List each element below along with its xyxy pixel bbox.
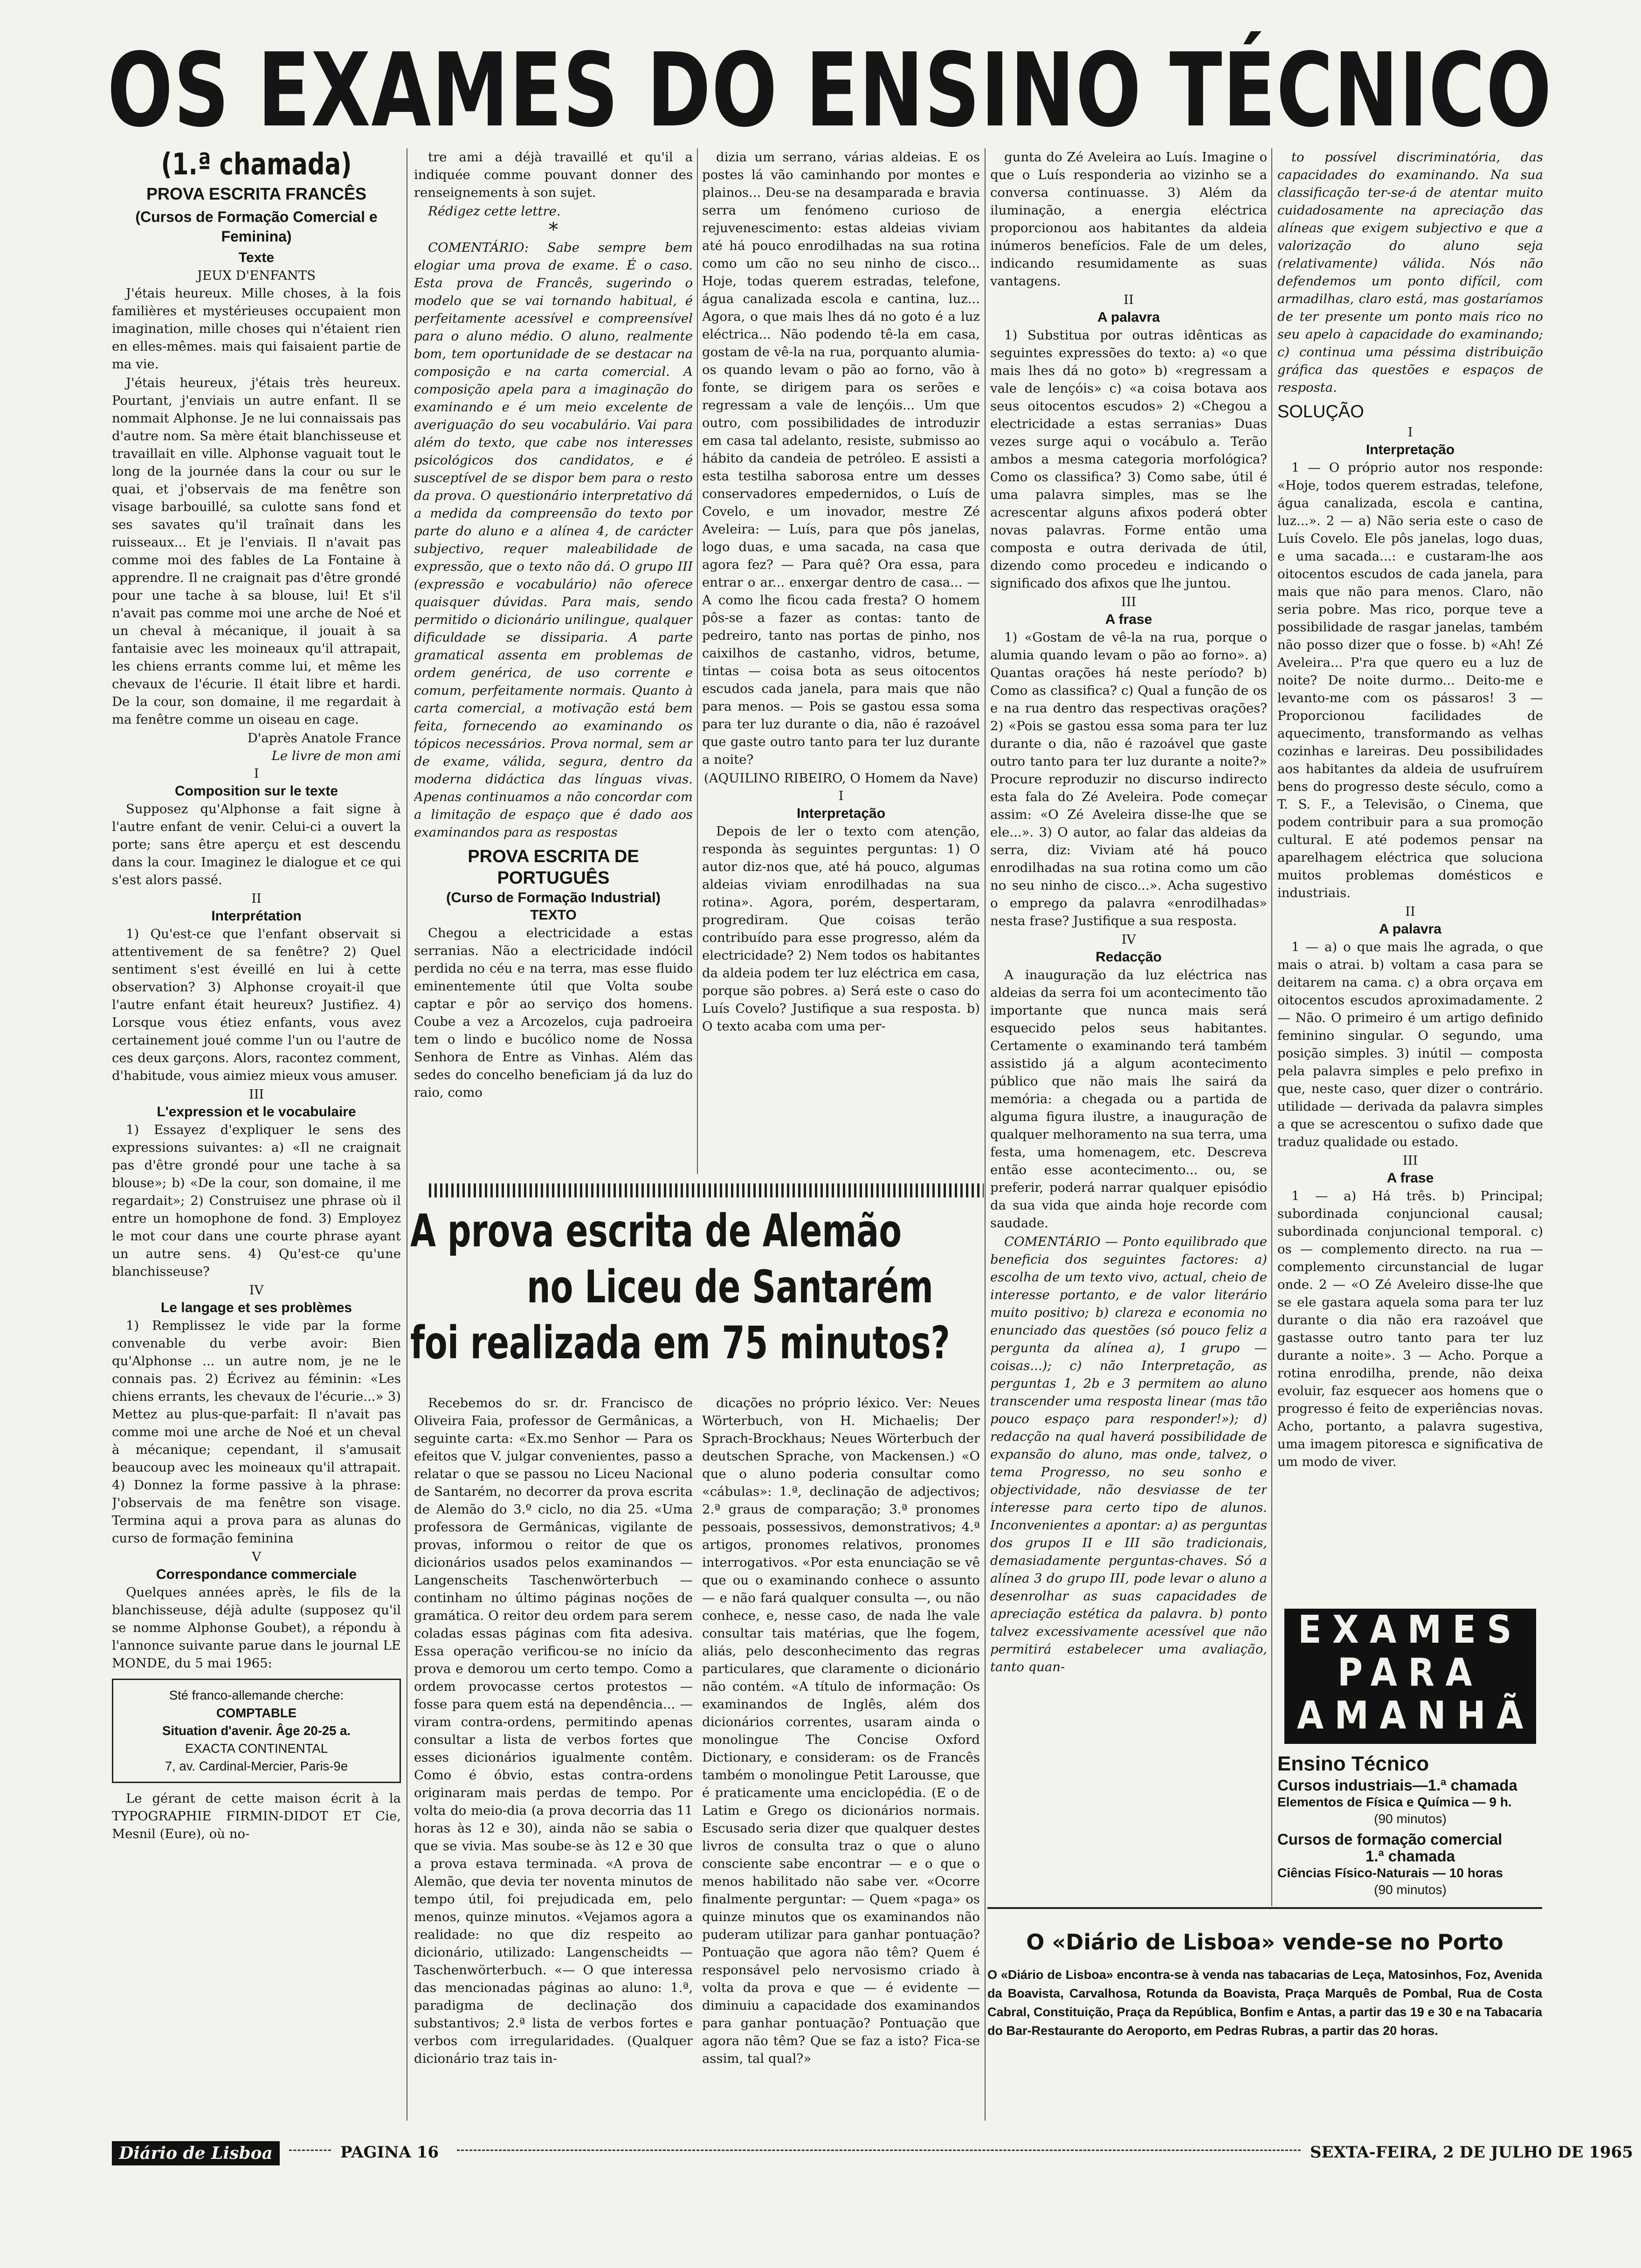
section-heading: A frase	[1386, 1170, 1434, 1186]
attribution-book: Le livre de mon ami	[271, 748, 401, 763]
column-solution	[1277, 148, 1543, 1598]
paragraph: 1) «Gostam de vê-la na rua, porque o alumia quando levam o pão ao forno». a) Quantas orações há neste período? b) Como as classifica? c) Qual a função de os e na rua dentro das respectivas orações? 2) «Pois se gastou essa soma para ter luz durante o dia, não é razoável que gaste outro tanto para ter luz durante a noite?» Procure reproduzir no discurso indirecto esta fala do Zé Aveleira. Pode começar assim: «O Zé Aveleira disse-lhe que se ele...». 3) O autor, ao falar das aldeias da serra, diz: Viviam até há pouco enrodilhadas na sua rotina como um cão no seu ninho de cisco...». Acha sugestivo o emprego da palavra «enrodilhadas» nesta frase? Justifique a sua resposta.	[990, 630, 1267, 928]
paragraph: 1) Essayez d'expliquer le sens des expressions suivantes: a) «Il ne craignait pas d'être grondé pour une tache à sa blouse»; b) «De la cour, son domaine, il me regardait»; 2) Construisez une phrase où il entre un homophone de fond. 3) Employez le mot cour dans une courte phrase ayant un autre sens. 4) Qu'est-ce qu'une blanchisseuse?	[112, 1122, 401, 1279]
texte-title: JEUX D'ENFANTS	[197, 268, 316, 283]
box-line: PARA	[1338, 1651, 1483, 1695]
cursos-subtitle: (Cursos de Formação Comercial e Feminina)	[135, 208, 378, 245]
ad-line: COMPTABLE	[216, 1706, 297, 1720]
schedule-line: 1.ª chamada	[1365, 1847, 1455, 1865]
comment-paragraph: to possível discriminatória, das capacidades do examinando. Na sua classificação ter-se-á de atentar muito cuidadosamente na apreciação das alíneas que exigem subjectivo e que a valorização do aluno seja (relativamente) válida. Nós não defendemos um ponto difícil, com armadilhas, claro está, mas gostaríamos de ter presente um ponto mais rico no seu apelo à capacidade do examinando; c) continua uma péssima distribuição gráfica das questões e espaços de resposta.	[1277, 150, 1543, 395]
paragraph: Depois de ler o texto com atenção, responda às seguintes perguntas: 1) O autor diz-nos que, até há pouco, algumas aldeias viviam enrodilhadas na sua rotina». Agora, porém, despertaram, progrediram. Que coisas terão contribuído para esse progresso, além da electricidade? 2) Nem todos os habitantes da aldeia podem ter luz eléctrica em casa, porque são pobres. a) Será este o caso do Luís Covelo? Justifique a sua resposta. b) O texto acaba com uma per-	[702, 824, 980, 1034]
ad-line: Situation d'avenir. Âge 20-25 a.	[162, 1723, 351, 1738]
section-number: IV	[249, 1283, 264, 1298]
section-heading: A palavra	[1097, 310, 1160, 325]
column-portuguese-text	[702, 148, 980, 1174]
section-number: III	[1121, 595, 1137, 609]
comment-paragraph: COMENTÁRIO: Sabe sempre bem elogiar uma prova de exame. É o caso. Esta prova de Francês, sugerindo o modelo que se vai tornando habitual, é perfeitamente acessível e compreensível para o aluno médio. O aluno, realmente bom, tem oportunidade de se destacar na composição e na carta comercial. A composição apela para a imaginação do examinando e é um meio excelente de averiguação do seu vocabulário. Vai para além do texto, que cabe nos interesses psicológicos dos candidatos, e é susceptível de se dispor bem para o resto da prova. O questionário interpretativo dá a medida da compreensão do texto por parte do aluno e a alínea 4, de carácter subjectivo, requer maleabilidade de expressão, que o texto não dá. O grupo III (expressão e vocabulário) não oferece quaisquer dúvidas. Para mais, sendo permitido o dicionário unilingue, qualquer dificuldade se dissiparia. A parte gramatical assenta em problemas de ordem genérica, de uso corrente e comum, perfeitamente normais. Quanto à carta comercial, a motivação está bem feita, fornecendo ao examinando os tópicos necessários. Prova normal, sem ar de exame, válida, segura, dentro da moderna didáctica das línguas vivas. Apenas continuamos a não concordar com a limitação de espaço que é dado aos examinandos para as respostas	[414, 240, 693, 840]
ad-line: EXACTA CONTINENTAL	[185, 1741, 328, 1756]
prova-title: PROVA ESCRITA DE PORTUGUÊS	[468, 847, 639, 888]
article-column	[702, 1394, 980, 2122]
paragraph: Supposez qu'Alphonse a fait signe à l'autre enfant de venir. Celui-ci a ouvert la porte; sans être aperçu et est descendu dans la cour. Imaginez le dialogue et ce qui s'est alors passé.	[112, 802, 401, 887]
paragraph: dizia um serrano, várias aldeias. E os postes lá vão caminhando por montes e plainos... Deu-se na desamparada e bravia serra um fenómeno curioso de rejuvenescimento: estas aldeias viviam até há pouco enrodilhadas na sua rotina como um cão no seu ninho de cisco... Hoje, todas querem estradas, telefone, água canalizada escola e cantina, luz... Agora, o que mais lhes dá no goto é a luz eléctrica... Não podendo tê-la em casa, gostam de vê-la na rua, porquanto alumia-os quando levam o pão ao forno, vão à fonte, se dirigem para os serões e regressam a vale de lençóis... Um que outro, com possibilidades de introduzir em casa tal adelanto, resiste, submisso ao hábito da candeia de petróleo. E assisti a esta testilha saborosa entre um desses conservadores empedernidos, o Luís de Covelo, e um inovador, mestre Zé Aveleira: — Luís, para que pôs janelas, logo duas, e uma sacada, na casa que agora fez? — Para quê? Ora essa, para entrar o ar... enxergar dentro de casa... — A como lhe ficou cada fresta? O homem pôs-se a fazer as contas: tanto de pedreiro, tanto nas portas de pinho, nos caixilhos de castanho, vidros, betume, tintas — coisa bota as seus oitocentos escudos cada janela, para mais que não para menos. — Pois se gastou essa soma para ter luz durante o dia, não é razoável que gaste outro tanto para ter luz durante a noite?	[702, 150, 980, 767]
article-headline-line: foi realizada em 75 minutos?	[410, 1317, 950, 1369]
column-comment-portuguese	[414, 148, 693, 1174]
section-number: III	[248, 1087, 264, 1102]
section-heading: Correspondance commerciale	[156, 1567, 357, 1582]
texto-heading: TEXTO	[530, 907, 577, 923]
ad-line: 7, av. Cardinal-Mercier, Paris-9e	[165, 1759, 348, 1773]
footer-dash	[289, 2150, 331, 2151]
schedule-title: Ensino Técnico	[1277, 1752, 1429, 1775]
section-heading: Le langage et ses problèmes	[160, 1300, 352, 1315]
paragraph: Rédigez cette lettre.	[428, 204, 561, 219]
paragraph: 1) Qu'est-ce que l'enfant observait si attentivement de sa fenêtre? 2) Quel sentiment s'est éveillé en lui à cette observation? 3) Alphonse croyait-il que l'autre enfant était heureux? Justifiez. 4) Lorsque vous étiez enfants, vous avez certainement joué comme l'un ou l'autre de ces deux garçons. Alors, racontez comment, d'habitude, vous aimiez mieux vous amuser.	[112, 927, 401, 1083]
paragraph: Chegou a electricidade a estas serranias. Não a electricidade indócil perdida no céu e na terra, mas esse fluido eminentemente útil que Volta soube captar e pôr ao serviço dos homens. Coube a vez a Arcozelos, cuja padroeira tem o lindo e bucólico nome de Nossa Senhora de Entre as Vinhas. Além das sedes do concelho beneficiam já da luz do raio, como	[414, 926, 693, 1100]
column-rule	[1271, 148, 1272, 1906]
schedule-line: Ciências Físico-Naturais — 10 horas	[1277, 1866, 1503, 1880]
section-heading: L'expression et le vocabulaire	[157, 1104, 356, 1120]
section-heading: Interprétation	[211, 908, 302, 924]
attribution: D'après Anatole France	[247, 731, 401, 746]
section-heading: Redacção	[1096, 949, 1162, 965]
article-column	[414, 1394, 693, 2122]
schedule-line: Cursos de formação comercial	[1277, 1831, 1503, 1848]
column-rule	[985, 148, 986, 2121]
box-line: AMANHÃ	[1297, 1694, 1534, 1738]
divider	[987, 1907, 1542, 1909]
section-number: I	[254, 766, 259, 781]
section-heading: Interpretação	[1365, 442, 1455, 457]
paragraph: Le gérant de cette maison écrit à la TYPOGRAPHIE FIRMIN-DIDOT ET Cie, Mesnil (Eure), où no-	[112, 1791, 401, 1841]
page-footer	[112, 2139, 1633, 2167]
exam-schedule	[1277, 1751, 1543, 1898]
paragraph: Recebemos do sr. dr. Francisco de Oliveira Faia, professor de Germânicas, a seguinte carta: «Ex.mo Senhor — Para os efeitos que V. julgar convenientes, passo a relatar o que se passou no Liceu Nacional de Santarém, no decorrer da prova escrita de Alemão do 3.º ciclo, no dia 25. «Uma professora de Germânicas, vigilante de provas, informou o reitor de que os dicionários usados pelos examinandos — Langenscheits Taschenwörterbuch — continham no último páginas noções de gramática. O reitor deu ordem para serem coladas essas páginas com fita adesiva. Essa operação verificou-se no início da prova e demorou um certo tempo. Como a ordem provocasse certos protestos — fosse para quem está na dependência... — viram contra-ordens, permitindo apenas consultar a lista de verbos fortes que esses dicionários igualmente contêm. Como é óbvio, estas contra-ordens originaram mais perdas de tempo. Por volta do meio-dia (a prova decorria das 11 horas às 12 e 30), ainda não se sabia o que se vivia. Mas soube-se às 12 e 30 que a prova estava terminada. «A prova de Alemão, que devia ter noventa minutos de tempo útil, foi prejudicada em, pelo menos, quinze minutos. «Vejamos agora a realidade: no que diz respeito ao dicionário, utilizado: Langenscheidts — Taschenwörterbuch. «— O que interessa das mencionadas páginas ao aluno: 1.ª, paradigma de declinação dos substantivos; 2.ª lista de verbos fortes e verbos com irregularidades. (Qualquer dicionário traz tais in-	[414, 1396, 693, 2066]
comment-paragraph: COMENTÁRIO — Ponto equilibrado que beneficia dos seguintes factores: a) escolha de um texto vivo, actual, cheio de interesse portanto, e de valor literário muito positivo; b) clareza e economia no enunciado das questões (só pouco feliz a pergunta da alínea a), 1 grupo — coisas...); c) não Interpretação, as perguntas 1, 2b e 3 permitem ao aluno transcender uma resposta linear (mas tão pouco espaço para responder!»); d) redacção na qual haverá possibilidade de expansão do aluno, mas onde, talvez, o tema Progresso, no seu sonho e objectividade, não desviasse de ter interesse para certo tipo de alunos. Inconvenientes a apontar: a) as perguntas dos grupos II e III são tradicionais, demasiadamente perguntas-chaves. Só a alínea 3 do grupo III, pode levar o aluno a desenrolhar as suas capacidades de apreciação estética da palavra. b) ponto talvez excessivamente acessível que não permitirá estabelecer uma avaliação, tanto quan-	[990, 1234, 1267, 1674]
section-heading: A palavra	[1379, 921, 1441, 937]
article-headline-line: A prova escrita de Alemão	[410, 1205, 902, 1257]
section-number: II	[1124, 292, 1134, 307]
solution-heading: SOLUÇÃO	[1277, 402, 1364, 422]
section-number: I	[1407, 425, 1413, 440]
ad-line: Sté franco-allemande cherche:	[169, 1688, 344, 1702]
paragraph: dicações no próprio léxico. Ver: Neues Wörterbuch, von H. Michaelis; Der Sprach-Brockhaus; Neues Wörterbuch der deutschen Sprache, von Mackensen.) «O que o aluno poderia consultar como «cábulas»: 1.ª, declinação de adjectivos; 2.ª graus de comparação; 3.ª pronomes pessoais, possessivos, demonstrativos; 4.ª artigos, pronomes relativos, pronomes interrogativos. «Por esta enunciação se vê que ou o examinando conhece o assunto — e não fará qualquer consulta —, ou não conhece, e, nesse caso, de nada lhe vale consultar tais matérias, que lhe fogem, aliás, pelo desconhecimento das regras particulares, que claramente o dicionário não contém. «A título de informação: Os examinandos de Inglês, além dos dicionários correntes, usaram ainda o monolingue The Concise Oxford Dictionary, e consideram: os de Francês também o monolingue Petit Larousse, que é praticamente uma enciclopédia. (E o de Latim e Grego os dicionários normais. Escusado seria dizer que qualquer destes livros de consulta traz o que o aluno consciente sabe encontrar — e o que o menos habilitado não sabe ver. «Ocorre finalmente perguntar: — Quem «paga» os quinze minutos que os examinandos não puderam utilizar para ganhar pontuação? Pontuação que agora não têm? Quem é responsável pelo nervosismo criado à volta da prova e que — é evidente — diminuiu a capacidade dos examinandos para ganhar pontuação? Pontuação que agora não têm? Que se faz a isto? Fica-se assim, tal qual?»	[702, 1396, 980, 2066]
paragraph: 1) Remplissez le vide par la forme convenable du verbe avoir: Bien qu'Alphonse ... un autre nom, je ne le connais pas. 2) Écrivez au féminin: «Les chiens errants, les chevaux de l'écurie...» 3) Mettez au plus-que-parfait: Il n'avait pas comme moi une arche de Noé et un cheval à mécanique; cependant, il s'amusait beaucoup avec les moineaux qu'il attrapait. 4) Donnez la forme passive à la phrase: J'observais de ma fenêtre son visage. Termina aqui a prova para as alunas do curso de formação feminina	[112, 1318, 401, 1546]
article-headline-line: no Liceu de Santarém	[527, 1261, 933, 1313]
texte-heading: Texte	[238, 250, 275, 265]
page-number: PAGINA 16	[340, 2143, 439, 2162]
page-headline: OS EXAMES DO ENSINO TÉCNICO	[107, 32, 1552, 150]
paragraph: A inauguração da luz eléctrica nas aldeias da serra foi um acontecimento tão importante que nunca mais será esquecido pelos seus habitantes. Certamente o examinando terá também assistido já a algum acontecimento público que não mais lhe sairá da memória: a chegada ou a partida de alguma figura ilustre, a inauguração de qualquer melhoramento na sua terra, uma festa, uma homenagem, etc. Descreva então esse acontecimento... ou, se preferir, poderá narrar qualquer episódio da sua vida que ainda hoje recorde com saudade.	[990, 968, 1267, 1231]
paragraph: J'étais heureux, j'étais très heureux. Pourtant, j'enviais un autre enfant. Il se nommait Alphonse. Je ne lui connaissais pas d'autre nom. Sa mère était blanchisseuse et travaillait en ville. Alphonse vaguait tout le long de la journée dans la cour ou sur le quai, et j'observais de ma fenêtre son visage barbouillé, sa culotte sans fond et ses savates qu'il traînait dans les ruisseaux... Et je l'enviais. Il n'avait pas comme moi des fables de La Fontaine à apprendre. Il ne craignait pas d'être grondé pour une tache à sa blouse, lui! Et s'il n'avait pas comme moi une arche de Noé et un cheval à mécanique, il jouait à sa fantaisie avec les moineaux qu'il attrapait, les chiens errants comme lui, et même les chevaux de l'écurie. Il était libre et hardi. De la cour, son domaine, il me regardait à ma fenêtre comme un oiseau en cage.	[112, 375, 401, 727]
section-number: I	[838, 788, 844, 803]
box-line: EXAMES	[1298, 1608, 1523, 1652]
schedule-line: (90 minutos)	[1374, 1882, 1447, 1897]
paragraph: 1 — a) o que mais lhe agrada, o que mais o atrai. b) voltam a casa para se deitarem na cama. c) a obra orçava em oitocentos escudos aproximadamente. 2 — Não. O primeiro é um artigo definido feminino singular. O segundo, uma posição simples. 3) inútil — composta pela palavra simples e pelo prefixo in que, neste caso, quer dizer o contrário. utilidade — derivada da palavra simples a que se acrescentou o sufixo dade que traduz qualidade ou estado.	[1277, 940, 1543, 1149]
schedule-line: (90 minutos)	[1374, 1812, 1447, 1826]
section-number: V	[252, 1549, 261, 1564]
issue-date: SEXTA-FEIRA, 2 DE JULHO DE 1965	[1310, 2143, 1633, 2162]
paragraph: 1 — O próprio autor nos responde: «Hoje, todos querem estradas, telefone, água canalizada, escola e cantina, luz...». 2 — a) Não seria este o caso de Luís Covelo. Ele pôs janelas, logo duas, e uma sacada...: e custaram-lhe aos oitocentos escudos de cada janela, para mais que não para menos. Claro, não seria pobre. Mas rico, porque teve a possibilidade de rasgar janelas, também não posso dizer que o fosse. b) «Ah! Zé Aveleira... P'ra que quero eu a luz de noite? De noite durmo... Deito-me e levanto-me com os pássaros! 3 — Proporcionou facilidades de aquecimento, transformando as velhas cozinhas e lareiras. Deu possibilidades aos habitantes da aldeia de usufruírem bens do progresso deste século, como a T. S. F., a Televisão, o Cinema, que podem contribuir para a sua promoção cultural. E até podemos pensar na aparelhagem eléctrica que soluciona muitos problemas domésticos e industriais.	[1277, 460, 1543, 900]
attribution: (AQUILINO RIBEIRO, O Homem da Nave)	[703, 771, 979, 786]
porto-notice-title: O «Diário de Lisboa» vende-se no Porto	[1026, 1929, 1503, 1955]
prova-title: PROVA ESCRITA FRANCÊS	[146, 184, 367, 203]
classified-ad	[112, 1679, 401, 1783]
schedule-line: Cursos industriais—1.ª chamada	[1277, 1777, 1517, 1794]
section-number: II	[251, 891, 262, 906]
section-heading: Interpretação	[796, 806, 886, 821]
decorative-rule	[429, 1183, 984, 1197]
column-portuguese-questions	[990, 148, 1267, 1906]
paragraph: 1) Substitua por outras idênticas as seguintes expressões do texto: a) «o que mais lhes dá no goto» b) «regressam a vale de lençóis» c) «a coisa botava aos seus oitocentos escudos» 2) «Chegou a electricidade a estas serranias» Duas vezes surge aqui o vocábulo a. Terão ambos a mesma categoria morfológica? Como os classifica? 3) Como sabe, útil é uma palavra simples, mas se lhe acrescentar alguns afixos poderá obter novas palavras. Forme então uma composta e outra derivada de útil, dizendo como procedeu e indicando o significado dos afixos que lhe juntou.	[990, 328, 1267, 591]
paragraph: 1 — a) Há três. b) Principal; subordinada conjuncional causal; subordinada conjuncional temporal. c) os — complemento directo. na rua — complemento circunstancial de lugar onde. 2 — «O Zé Aveleiro disse-lhe que se ele gastara aquela soma para ter luz durante o dia não era razoável que gastasse outro tanto para ter luz durante a noite». 3 — Acho. Porque a rotina enrodilha, prende, não deixa evoluir, faz esquecer aos homens que o progresso é feito de experiências novas. Acho, portanto, a palavra sugestiva, uma imagem pitoresca e significativa de um modo de viver.	[1277, 1189, 1543, 1469]
paragraph: gunta do Zé Aveleira ao Luís. Imagine o que o Luís responderia ao vizinho se a conversa continuasse. 3) Além da iluminação, a energia eléctrica proporcionou aos habitantes da aldeia inúmeros benefícios. Fale de um deles, indicando resumidamente as suas vantagens.	[990, 150, 1267, 289]
porto-notice-body: O «Diário de Lisboa» encontra-se à venda nas tabacarias de Leça, Matosinhos, Foz, Avenida da Boavista, Carvalhosa, Rotunda da Boavista, Praça Marquês de Pombal, Rua de Costa Cabral, Constituição, Praça da República, Bonfim e Antas, a partir das 19 e 30 e na Tabacaria do Bar-Restaurante do Aeroporto, em Pedras Rubras, a partir das 20 horas.	[987, 1968, 1542, 2038]
chamada-title: (1.ª chamada)	[161, 148, 352, 182]
column-rule	[697, 148, 698, 1174]
separator-star: *	[549, 219, 558, 241]
schedule-line: Elementos de Física e Química — 9 h.	[1277, 1795, 1512, 1809]
paragraph: tre ami a déjà travaillé et qu'il a indiquée comme pouvant donner des renseignements à son sujet.	[414, 150, 693, 200]
section-heading: A frase	[1105, 612, 1152, 627]
footer-dash	[457, 2150, 1301, 2151]
section-heading: Composition sur le texte	[174, 783, 338, 799]
exames-para-amanha-box	[1284, 1609, 1536, 1744]
section-number: II	[1405, 904, 1415, 919]
paragraph: J'étais heureux. Mille choses, à la fois familières et mystérieuses occupaient mon imagination, mille choses qui n'étaient rien en elles-mêmes. mais qui faisaient partie de ma vie.	[112, 286, 401, 372]
cursos-subtitle: (Curso de Formação Industrial)	[446, 889, 661, 906]
paragraph: Quelques années après, le fils de la blanchisseuse, déjà adulte (supposez qu'il se nomme Alphonse Goubet), a répondu à l'annonce suivante parue dans le journal LE MONDE, du 5 mai 1965:	[112, 1585, 401, 1671]
newspaper-logo: Diário de Lisboa	[112, 2141, 280, 2165]
section-number: III	[1402, 1153, 1418, 1168]
column-french-exam	[112, 148, 401, 2135]
section-number: IV	[1121, 932, 1136, 947]
